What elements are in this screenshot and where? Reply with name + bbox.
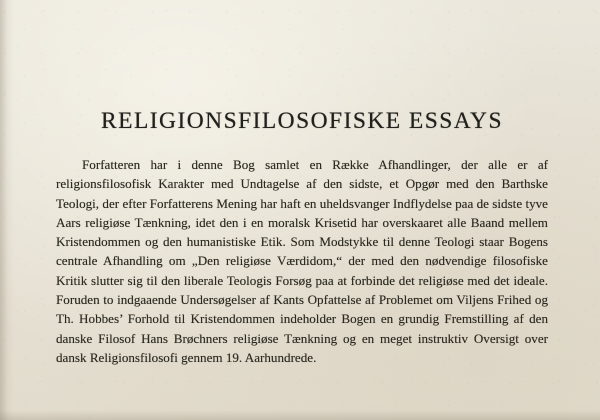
text-block [56,108,548,380]
page-left-edge-shadow [0,0,14,420]
body-paragraph: Forfatteren har i denne Bog samlet en Række Afhandlinger, der alle er af religionsfilosofisk Karakter med Undtagelse af den sidste, et Opgør med den Barthske Teologi, der efter Forfatterens Mening har haft en uheldsvanger Indflydelse paa de sidste tyve Aars religiøse Tænkning, idet den i en moralsk Krisetid har overskaaret alle Baand mellem Kristendommen og den humanistiske Etik. Som Modstykke til denne Teologi staar Bogens centrale Afhandling om „Den religiøse Værdidom,“ der med den nødvendige filosofiske Kritik slutter sig til den liberale Teologis Forsøg paa at forbinde det religiøse med det ideale. Foruden to indgaaende Undersøgelser af Kants Opfattelse af Problemet om Viljens Frihed og Th. Hobbes’ Forhold til Kristendommen indeholder Bogen en grundig Fremstilling af den danske Filosof Hans Brøchners religiøse Tænkning og en meget instruktiv Oversigt over dansk Religionsfilosofi gennem 19. Aarhundrede. [56,157,548,365]
page-title: RELIGIONSFILOSOFISKE ESSAYS [101,108,503,134]
page-bottom-edge-shadow [0,410,600,420]
